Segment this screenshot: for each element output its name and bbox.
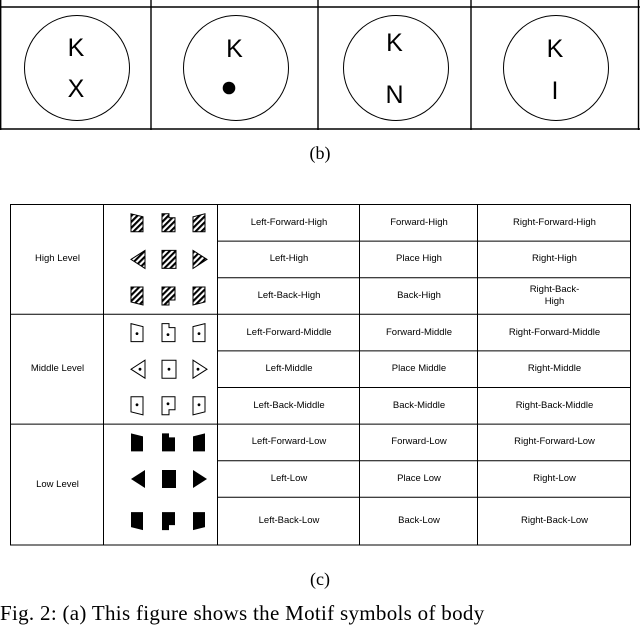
direction-label: Right-Middle (527, 363, 582, 375)
caption-c: (c) (310, 569, 330, 589)
direction-label: Right-Back-Low (520, 515, 589, 527)
motif-symbol-hatched-l (131, 250, 145, 268)
direction-label: Right-Forward-Middle (508, 326, 601, 338)
direction-label: Left-Forward-Low (251, 436, 327, 448)
direction-label: Place Low (397, 472, 441, 484)
motif-symbol-hatched-b (162, 287, 175, 305)
motif-symbol-dotted-lb (131, 397, 143, 415)
motif-circle (24, 15, 130, 121)
direction-label: Forward-Middle (386, 326, 452, 338)
motif-symbol-solid-f (162, 433, 175, 451)
motif-cell-kx (1, 0, 151, 130)
motif-symbol-dotted-p (162, 360, 176, 378)
motif-symbol-solid-b (162, 512, 175, 530)
motif-letter-top: K (546, 35, 564, 63)
direction-label: Left-Back-Low (258, 515, 320, 527)
motif-circle (503, 15, 609, 121)
direction-label: Right-Forward-Low (514, 436, 595, 448)
direction-label: Forward-High (390, 216, 448, 228)
motif-symbol-solid-lb (131, 512, 143, 530)
direction-label: Back-High (397, 289, 441, 301)
motif-letter-bottom: I (551, 77, 559, 105)
motif-symbol-hatched-lf (131, 214, 143, 232)
direction-label: Forward-Low (391, 436, 447, 448)
direction-label: Left-Back-High (257, 289, 321, 301)
motif-symbol-solid-r (193, 470, 207, 488)
direction-label: Left-Middle (265, 363, 313, 375)
motif-symbol-hatched-f (162, 214, 175, 232)
motif-cell-kdot (151, 0, 318, 130)
motif-symbol-dotted-b (162, 397, 175, 415)
caption-b: (b) (309, 143, 331, 163)
motif-symbol-dotted-lf (131, 324, 143, 342)
motif-symbol-solid-lf (131, 433, 143, 451)
motif-symbol-hatched-lb (131, 287, 143, 305)
motif-symbol-dotted-f (162, 324, 175, 342)
dot-icon (222, 81, 236, 95)
direction-label: Left-Forward-Middle (246, 326, 332, 338)
motif-letter-bottom: N (385, 81, 404, 109)
figure-caption-text: Fig. 2: (a) This figure shows the Motif symbols of body (0, 601, 485, 625)
level-label: High Level (35, 253, 80, 265)
motif-symbol-dotted-r (193, 360, 207, 378)
motif-symbol-solid-p (162, 470, 176, 488)
motif-symbol-dotted-rb (193, 397, 205, 415)
motif-symbol-solid-rb (193, 512, 205, 530)
direction-label: Place High (396, 253, 442, 265)
direction-label: Right-Low (533, 472, 576, 484)
direction-label: Place Middle (391, 363, 447, 375)
motif-cell-ki (471, 0, 639, 130)
motif-symbol-solid-rf (193, 433, 205, 451)
motif-letter-top: K (226, 35, 243, 63)
motif-circle (183, 15, 289, 121)
motif-symbol-hatched-rb (193, 287, 205, 305)
motif-symbol-solid-l (131, 470, 145, 488)
direction-label: Left-Back-Middle (253, 399, 325, 411)
motif-symbol-hatched-r (193, 250, 207, 268)
motif-symbol-hatched-p (162, 250, 176, 268)
direction-label: Back-Middle (392, 399, 446, 411)
motif-level-table (10, 204, 631, 546)
direction-label: Right-High (532, 253, 577, 265)
motif-circle-table (0, 0, 640, 130)
motif-letter-top: K (386, 29, 403, 57)
direction-label: Right-Back- High (529, 283, 580, 307)
direction-label: Left-High (269, 253, 309, 265)
motif-letter-top: K (67, 34, 85, 62)
direction-label: Right-Forward-High (513, 216, 596, 228)
level-label: Low Level (36, 478, 79, 490)
motif-cell-kn (318, 0, 471, 130)
level-label: Middle Level (30, 363, 85, 375)
direction-label: Left-Forward-High (250, 216, 328, 228)
direction-label: Back-Low (398, 515, 440, 527)
motif-symbol-hatched-rf (193, 214, 205, 232)
motif-letter-bottom: X (67, 75, 85, 103)
motif-symbol-dotted-l (131, 360, 145, 378)
direction-label: Left-Low (270, 472, 308, 484)
direction-label: Right-Back-Middle (515, 399, 594, 411)
motif-symbol-dotted-rf (193, 324, 205, 342)
